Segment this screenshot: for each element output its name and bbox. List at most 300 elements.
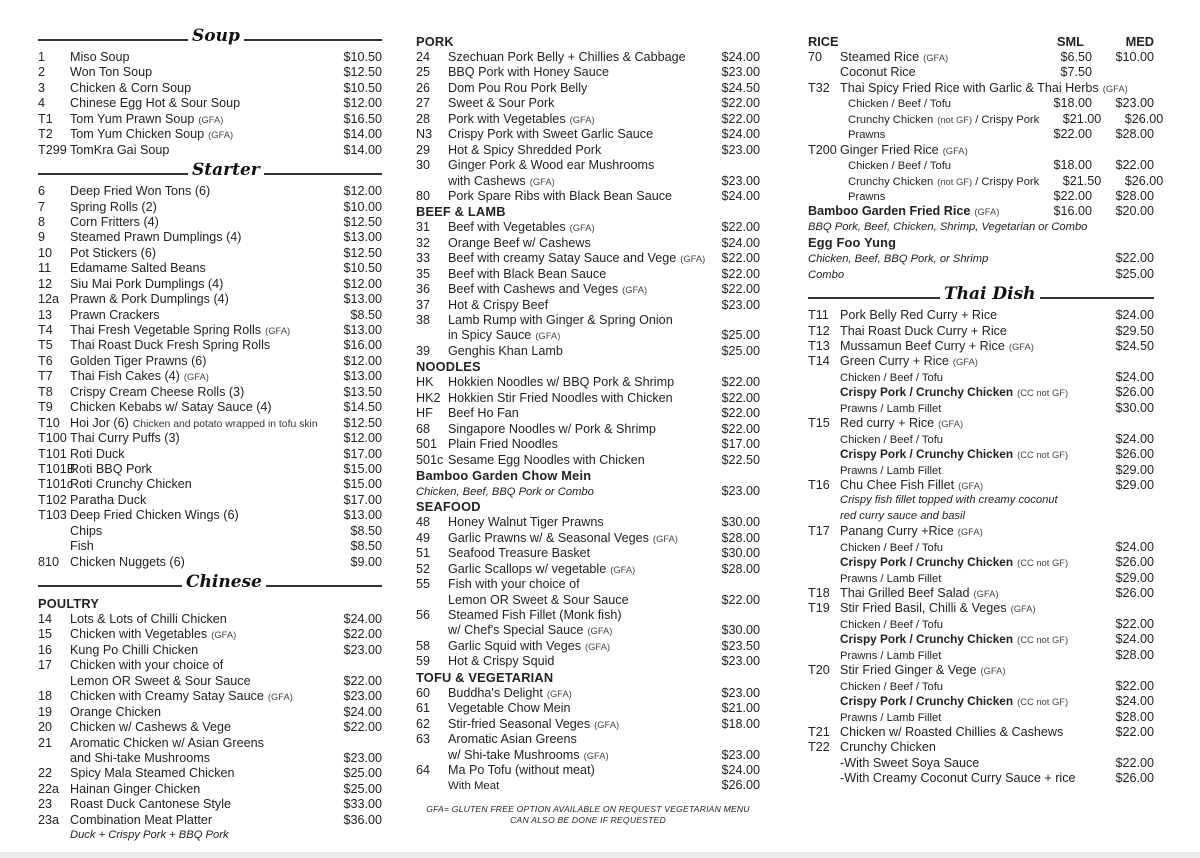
gfa-note: (GFA) <box>529 175 555 187</box>
item-price: $24.00 <box>721 762 760 777</box>
gfa-note: (GFA) <box>267 691 293 703</box>
item-name: Lots & Lots of Chilli Chicken <box>70 612 227 626</box>
menu-item <box>416 717 760 732</box>
price-small: $18.00 <box>1053 96 1092 111</box>
menu-item <box>416 236 760 251</box>
item-price: $26.00 <box>1115 771 1154 786</box>
item-code: 12a <box>38 292 60 307</box>
item-option: Chicken / Beef / Tofu <box>840 541 944 554</box>
price-small: $21.50 <box>1062 173 1102 188</box>
item-code: T17 <box>808 524 830 539</box>
item-name: Chicken & Corn Soup <box>70 80 192 95</box>
item-code: 1 <box>38 50 46 64</box>
item-name: Aromatic Chicken w/ Asian Greens <box>70 735 264 750</box>
item-code: 3 <box>38 80 46 95</box>
item-price: $14.00 <box>343 127 382 142</box>
item-code: 13 <box>38 307 53 322</box>
item-price: $24.50 <box>721 80 760 95</box>
item-price: $24.00 <box>1115 632 1154 647</box>
item-code: 501c <box>416 452 444 467</box>
rice-header <box>808 34 1154 50</box>
price-medium: $20.00 <box>1115 204 1154 219</box>
menu-item <box>416 267 760 282</box>
item-price: $23.00 <box>721 654 760 669</box>
menu-item <box>38 200 382 215</box>
item-price: $23.00 <box>721 65 760 80</box>
item-code: 22 <box>38 766 53 781</box>
item-name: -With Creamy Coconut Curry Sauce + rice <box>840 771 1076 786</box>
menu-item <box>38 720 382 735</box>
item-name: Thai Roast Duck Curry + Rice <box>840 323 1007 338</box>
menu-item <box>416 96 760 111</box>
item-code: T200 <box>808 142 837 157</box>
item-code: 7 <box>38 199 46 214</box>
menu-item <box>808 339 1154 354</box>
item-price: $22.00 <box>343 627 382 642</box>
menu-item <box>38 477 382 492</box>
item-name: Thai Curry Puffs (3) <box>70 431 180 446</box>
item-price: $22.00 <box>1115 616 1154 631</box>
item-price: $36.00 <box>343 812 382 827</box>
item-name: Hokkien Stir Fried Noodles with Chicken <box>448 390 673 405</box>
price-small: $21.00 <box>1062 111 1102 126</box>
gfa-note: (GFA) <box>952 356 978 368</box>
menu-item <box>416 701 760 716</box>
menu-item <box>416 174 760 189</box>
item-name: -With Sweet Soya Sauce <box>840 755 980 770</box>
gfa-footnote: GFA= GLUTEN FREE OPTION AVAILABLE ON REQUEST VEGETARIAN MENU CAN ALSO BE DONE IF REQUESTED <box>426 803 750 825</box>
item-name: Beef with Cashews and Veges (GFA) <box>448 282 648 297</box>
item-name: Roti BBQ Pork <box>70 461 152 476</box>
item-option: Prawns / Lamb Fillet <box>840 572 942 585</box>
menu-item <box>38 493 382 508</box>
item-code: T103 <box>38 508 67 523</box>
item-code: T10 <box>38 415 60 430</box>
item-name: Ginger Pork & Wood ear Mushrooms <box>448 158 655 173</box>
menu-item <box>38 338 382 353</box>
menu-item <box>416 251 760 266</box>
item-option: Prawns <box>848 190 886 203</box>
price-small: $22.00 <box>1053 188 1092 203</box>
item-name: in Spicy Sauce (GFA) <box>448 328 561 343</box>
menu-item <box>416 623 760 638</box>
menu-item <box>416 298 760 313</box>
item-code: HK2 <box>416 390 441 405</box>
item-price: $10.00 <box>343 199 382 214</box>
menu-item <box>808 65 1154 80</box>
item-price: $22.00 <box>721 111 760 126</box>
menu-item <box>416 484 760 499</box>
item-name: Thai Roast Duck Fresh Spring Rolls <box>70 338 271 353</box>
gfa-note: (GFA) <box>265 325 291 336</box>
item-code: 20 <box>38 720 53 735</box>
menu-item <box>808 524 1154 539</box>
menu-item <box>808 354 1154 369</box>
item-price: $23.00 <box>721 747 760 762</box>
gfa-note: (GFA) <box>583 749 609 761</box>
item-price: $14.00 <box>343 142 382 157</box>
item-name: Seafood Treasure Basket <box>448 546 591 561</box>
menu-item <box>808 370 1154 385</box>
item-code: 11 <box>38 261 52 276</box>
menu-item <box>416 732 760 747</box>
item-price: $15.00 <box>343 461 382 476</box>
item-name: Chu Chee Fish Fillet (GFA) <box>840 477 984 492</box>
menu-item <box>808 648 1154 663</box>
item-code: T11 <box>808 308 829 323</box>
menu-item <box>808 509 1154 524</box>
item-price: $12.00 <box>343 96 382 111</box>
item-code: T12 <box>808 323 830 338</box>
item-code: 59 <box>416 654 431 669</box>
menu-item <box>38 751 382 766</box>
item-name: Stir Fried Ginger & Vege (GFA) <box>840 663 1006 678</box>
item-price: $33.00 <box>343 797 382 812</box>
gfa-note: (GFA) <box>974 206 1000 218</box>
item-name: Chinese Egg Hot & Sour Soup <box>70 96 241 111</box>
gfa-note: (GFA) <box>1102 82 1128 94</box>
menu-item <box>808 679 1154 694</box>
item-code: 6 <box>38 184 46 199</box>
item-option: Chicken / Beef / Tofu <box>848 160 952 173</box>
item-code: T21 <box>808 724 830 739</box>
item-price: $22.00 <box>721 282 760 297</box>
item-name: Garlic Squid with Veges (GFA) <box>448 638 611 653</box>
item-code: 28 <box>416 111 431 126</box>
item-price: $24.50 <box>1115 339 1154 353</box>
item-option: Chicken / Beef / Tofu <box>840 371 944 384</box>
item-description: Combo <box>808 268 845 281</box>
item-price: $28.00 <box>721 561 760 576</box>
gfa-note: (GFA) <box>938 418 964 430</box>
menu-item <box>808 632 1154 647</box>
item-price: $8.50 <box>350 523 382 538</box>
item-price: $22.00 <box>721 220 760 235</box>
gfa-note: (CC not GF) <box>1017 696 1069 708</box>
section-heading <box>38 158 382 184</box>
item-code: T19 <box>808 601 830 616</box>
menu-item <box>808 740 1154 755</box>
item-name: Hot & Spicy Shredded Pork <box>448 142 602 157</box>
item-code: 10 <box>38 245 53 260</box>
item-name: Vegetable Chow Mein <box>448 701 571 716</box>
item-name: Hot & Crispy Squid <box>448 654 555 669</box>
item-price: $23.00 <box>721 297 760 312</box>
menu-item <box>808 143 1154 158</box>
item-code: 26 <box>416 80 431 95</box>
item-name: Steamed Rice (GFA) <box>840 50 949 64</box>
gfa-note: (GFA) <box>680 253 706 265</box>
menu-item <box>416 375 760 390</box>
item-price: $26.00 <box>721 778 760 793</box>
item-price: $24.00 <box>1115 539 1154 554</box>
category-heading: NOODLES <box>416 359 481 375</box>
menu-item <box>808 385 1154 400</box>
item-name: Garlic Prawns w/ & Seasonal Veges (GFA) <box>448 530 678 545</box>
price-small: $18.00 <box>1053 158 1092 173</box>
item-name: Coconut Rice <box>840 65 916 80</box>
item-price: $10.50 <box>343 261 382 276</box>
menu-item <box>416 406 760 421</box>
menu-item <box>38 50 382 65</box>
item-code: T2 <box>38 127 53 142</box>
item-price: $16.00 <box>343 338 382 353</box>
menu-item <box>416 437 760 452</box>
gfa-note: (GFA) <box>1008 341 1034 352</box>
item-option-alt: / Crispy Pork <box>972 175 1040 188</box>
menu-item <box>38 369 382 384</box>
item-price: $22.00 <box>1115 724 1154 739</box>
item-name: Deep Fried Won Tons (6) <box>70 184 211 199</box>
menu-item <box>416 143 760 158</box>
item-description: Crispy fish fillet topped with creamy coconut <box>840 494 1058 507</box>
item-code: 29 <box>416 142 431 157</box>
item-code: T102 <box>38 492 67 507</box>
item-code: 12 <box>38 276 53 291</box>
item-name: TomKra Gai Soup <box>70 142 170 157</box>
category-heading: PORK <box>416 34 454 49</box>
item-price: $22.00 <box>721 251 760 266</box>
gfa-note: (GFA) <box>198 113 224 125</box>
menu-item <box>38 292 382 307</box>
item-name: Lemon OR Sweet & Sour Sauce <box>448 592 629 607</box>
item-option: Chicken / Beef / Tofu <box>848 98 952 111</box>
gfa-note: (GFA) <box>535 330 561 342</box>
menu-item <box>38 539 382 554</box>
price-medium: $22.00 <box>1115 158 1154 173</box>
menu-item <box>38 736 382 751</box>
menu-item <box>38 323 382 338</box>
menu-item <box>38 215 382 230</box>
menu-item <box>808 251 1154 266</box>
item-code: 60 <box>416 685 431 700</box>
item-price: $24.00 <box>721 50 760 64</box>
item-name: Steamed Fish Fillet (Monk fish) <box>448 608 622 622</box>
menu-item <box>416 422 760 437</box>
item-name: Pork Spare Ribs with Black Bean Sauce <box>448 188 673 203</box>
item-code: 15 <box>38 627 53 642</box>
item-name: Hokkien Noodles w/ BBQ Pork & Shrimp <box>448 375 675 390</box>
item-name: Roast Duck Cantonese Style <box>70 797 232 812</box>
item-name: Spicy Mala Steamed Chicken <box>70 766 235 781</box>
menu-item <box>808 478 1154 493</box>
menu-item <box>38 705 382 720</box>
item-name: Roti Duck <box>70 446 125 461</box>
item-price: $29.00 <box>1115 477 1154 492</box>
price-medium: $23.00 <box>1115 96 1154 111</box>
item-code: 55 <box>416 577 431 592</box>
price-small: $16.00 <box>1053 204 1092 219</box>
item-price: $22.00 <box>721 375 760 390</box>
item-code: 2 <box>38 65 46 80</box>
item-name: Dom Pou Rou Pork Belly <box>448 80 588 95</box>
item-name: Beef with Vegetables (GFA) <box>448 220 595 235</box>
menu-item <box>808 555 1154 570</box>
item-description: BBQ Pork, Beef, Chicken, Shrimp, Vegetarian or Combo <box>808 220 1088 233</box>
price-medium: $28.00 <box>1115 188 1154 203</box>
menu-item <box>38 354 382 369</box>
item-code: T100 <box>38 431 67 446</box>
item-price: $13.00 <box>343 292 382 307</box>
category-heading: SEAFOOD <box>416 499 481 515</box>
gfa-note: (GFA) <box>958 479 984 491</box>
item-code: 25 <box>416 65 431 80</box>
item-code: 64 <box>416 762 431 777</box>
item-code: 52 <box>416 561 431 576</box>
item-description: Duck + Crispy Pork + BBQ Pork <box>70 829 229 842</box>
item-name: Crunchy Chicken <box>840 740 936 755</box>
item-price: $30.00 <box>721 546 760 561</box>
menu-item <box>808 710 1154 725</box>
menu-item <box>38 385 382 400</box>
gfa-note: (GFA) <box>652 532 678 544</box>
size-label-small: SML <box>1056 34 1084 49</box>
item-name: Spring Rolls (2) <box>70 199 157 214</box>
item-name: Chicken with Vegetables (GFA) <box>70 627 237 642</box>
menu-item <box>416 531 760 546</box>
item-option: Crispy Pork / Crunchy Chicken (CC not GF) <box>840 385 1069 400</box>
section-heading <box>38 570 382 596</box>
menu-item <box>38 674 382 689</box>
item-code: 22a <box>38 781 60 796</box>
item-name: Genghis Khan Lamb <box>448 343 563 358</box>
menu-item <box>416 220 760 235</box>
item-price: $28.00 <box>721 530 760 545</box>
item-name: Golden Tiger Prawns (6) <box>70 353 207 368</box>
item-code: 23 <box>38 797 53 812</box>
gfa-note: (GFA) <box>585 640 611 652</box>
menu-item <box>416 654 760 669</box>
item-name: Hoi Jor (6) Chicken and potato wrapped in tofu skin <box>70 415 318 430</box>
item-price: $12.50 <box>343 245 382 260</box>
item-code: 810 <box>38 554 60 569</box>
item-price: $14.50 <box>343 400 382 415</box>
item-price: $22.00 <box>343 673 382 688</box>
item-price: $23.00 <box>343 642 382 657</box>
gfa-note: (GFA) <box>622 284 648 296</box>
item-code: 37 <box>416 297 431 312</box>
item-option: Chicken / Beef / Tofu <box>840 618 944 631</box>
item-price: $12.50 <box>343 65 382 80</box>
item-price: $23.50 <box>721 638 760 653</box>
item-name: Szechuan Pork Belly + Chillies & Cabbage <box>448 50 686 64</box>
menu-item <box>808 50 1154 65</box>
menu-item <box>808 756 1154 771</box>
item-code: 68 <box>416 421 431 436</box>
item-code: 31 <box>416 220 431 235</box>
item-code: 21 <box>38 735 53 750</box>
category-heading: POULTRY <box>38 596 100 611</box>
category-heading: BEEF & LAMB <box>416 204 506 220</box>
item-name: Chicken Kebabs w/ Satay Sauce (4) <box>70 400 272 415</box>
item-price: $28.00 <box>1115 709 1154 724</box>
item-name: With Meat <box>448 780 500 793</box>
item-price: $10.50 <box>343 80 382 95</box>
gfa-note: (GFA) <box>1010 603 1036 615</box>
item-price: $12.50 <box>343 214 382 229</box>
menu-item <box>38 555 382 570</box>
menu-item <box>808 220 1154 235</box>
menu-item <box>416 639 760 654</box>
menu-item <box>808 725 1154 740</box>
item-price: $8.50 <box>350 539 382 554</box>
menu-item <box>38 400 382 415</box>
item-code: T1 <box>38 111 53 126</box>
gfa-note: (CC not GF) <box>1017 557 1069 569</box>
item-name: Beef with Black Bean Sauce <box>448 266 607 281</box>
item-price: $16.50 <box>343 111 382 126</box>
item-code: 501 <box>416 437 438 452</box>
item-price: $22.00 <box>721 96 760 111</box>
category-heading: RICE <box>808 34 839 49</box>
item-price: $22.00 <box>721 406 760 421</box>
item-name: Hot & Crispy Beef <box>448 297 549 312</box>
item-name: Thai Grilled Beef Salad (GFA) <box>840 586 999 600</box>
item-price: $22.00 <box>1115 755 1154 770</box>
menu-item <box>38 230 382 245</box>
item-code: T5 <box>38 338 53 353</box>
item-code: 24 <box>416 50 431 64</box>
menu-item <box>416 127 760 142</box>
item-code: 63 <box>416 732 431 747</box>
menu-item <box>38 184 382 199</box>
item-name: Fish with your choice of <box>448 577 580 592</box>
item-name: Orange Chicken <box>70 704 162 719</box>
item-code: T14 <box>808 354 830 369</box>
item-code: 48 <box>416 515 431 530</box>
item-price: $22.00 <box>1115 251 1154 266</box>
item-code: 51 <box>416 546 431 561</box>
menu-item <box>38 612 382 627</box>
item-price: $24.00 <box>1115 369 1154 384</box>
menu-item <box>38 782 382 797</box>
item-name: w/ Chef's Special Sauce (GFA) <box>448 623 613 638</box>
item-name: Beef with creamy Satay Sauce and Vege (GFA) <box>448 251 706 266</box>
item-code: T101 <box>38 446 67 461</box>
item-price: $22.00 <box>343 720 382 735</box>
menu-item <box>808 432 1154 447</box>
menu-item <box>38 65 382 80</box>
item-code: T101c <box>38 477 74 492</box>
item-name: Thai Fish Cakes (4) (GFA) <box>70 369 209 384</box>
item-price: $24.00 <box>343 612 382 626</box>
gfa-note: (GFA) <box>546 687 572 699</box>
menu-column-right <box>808 24 1164 787</box>
item-option: Prawns / Lamb Fillet <box>840 649 942 662</box>
item-code: T101B <box>38 461 76 476</box>
section-heading <box>808 282 1154 308</box>
item-code: T20 <box>808 663 830 678</box>
menu-item <box>808 586 1154 601</box>
item-name: w/ Shi-take Mushrooms (GFA) <box>448 747 609 762</box>
menu-item <box>808 324 1154 339</box>
item-name: Steamed Prawn Dumplings (4) <box>70 230 242 245</box>
gfa-note: (GFA) <box>569 113 595 125</box>
gfa-note: (GFA) <box>208 129 234 141</box>
item-price: $23.00 <box>721 685 760 700</box>
item-name: Mussamun Beef Curry + Rice (GFA) <box>840 339 1034 353</box>
item-code: 70 <box>808 50 823 64</box>
gfa-note: (GFA) <box>957 526 983 538</box>
item-code: T9 <box>38 400 53 415</box>
item-code: 8 <box>38 214 46 229</box>
menu-item <box>38 246 382 261</box>
item-code: T299 <box>38 142 67 157</box>
item-name: Pot Stickers (6) <box>70 245 157 260</box>
item-code: 32 <box>416 235 431 250</box>
item-option: Crunchy Chicken (not GF) / Crispy Pork <box>848 175 1040 188</box>
menu-item <box>38 524 382 539</box>
